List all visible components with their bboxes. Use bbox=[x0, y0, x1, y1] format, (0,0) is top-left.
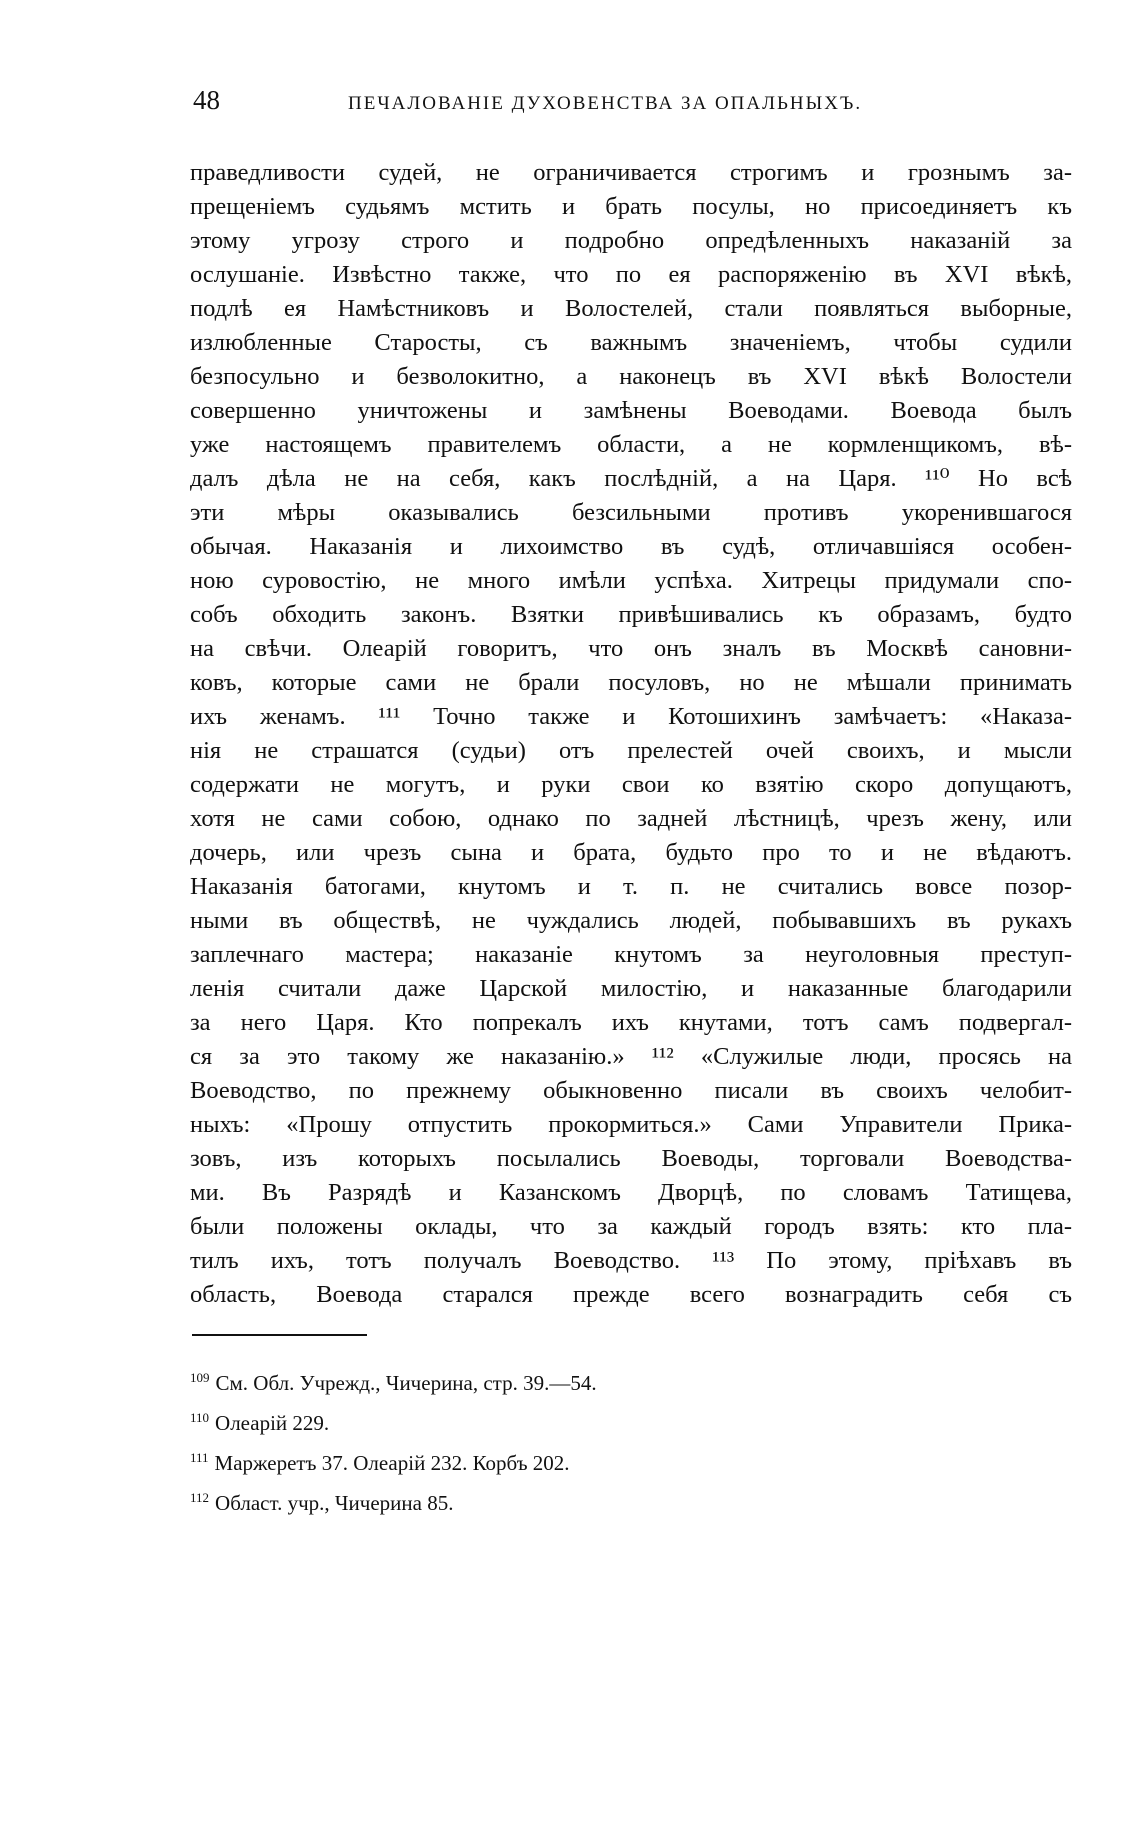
text-line: ся за это такому же наказанію.» ¹¹² «Служилые люди, просясь на bbox=[190, 1043, 1072, 1070]
text-line: заплечнаго мастера; наказаніе кнутомъ за неуголовныя преступ- bbox=[190, 941, 1072, 968]
text-line: ослушаніе. Извѣстно также, что по ея распоряженію въ XVI вѣкѣ, bbox=[190, 261, 1072, 288]
text-line: за него Царя. Кто попрекалъ ихъ кнутами, тотъ самъ подвергал- bbox=[190, 1009, 1072, 1036]
text-line: обычая. Наказанія и лихоимство въ судѣ, отличавшіяся особен- bbox=[190, 533, 1072, 560]
text-line: хотя не сами собою, однако по задней лѣстницѣ, чрезъ жену, или bbox=[190, 805, 1072, 832]
footnote-text: См. Обл. Учрежд., Чичерина, стр. 39.—54. bbox=[215, 1371, 597, 1395]
footnote-mark: 112 bbox=[190, 1490, 210, 1505]
text-line: ными въ обществѣ, не чуждались людей, побывавшихъ въ рукахъ bbox=[190, 907, 1072, 934]
footnotes bbox=[190, 1358, 890, 1518]
text-line: дочерь, или чрезъ сына и брата, будьто про то и не вѣдаютъ. bbox=[190, 839, 1072, 866]
text-line: Наказанія батогами, кнутомъ и т. п. не считались вовсе позор- bbox=[190, 873, 1072, 900]
footnote bbox=[190, 1358, 890, 1398]
footnote bbox=[190, 1398, 890, 1438]
text-line: на свѣчи. Олеарій говоритъ, что онъ зналъ въ Москвѣ сановни- bbox=[190, 635, 1072, 662]
text-line: подлѣ ея Намѣстниковъ и Волостелей, стали появляться выборные, bbox=[190, 295, 1072, 322]
text-line: тилъ ихъ, тотъ получалъ Воеводство. ¹¹³ По этому, пріѣхавъ въ bbox=[190, 1247, 1072, 1274]
running-title: ПЕЧАЛОВАНІЕ ДУХОВЕНСТВА ЗА ОПАЛЬНЫХЪ. bbox=[348, 93, 863, 114]
text-line: ныхъ: «Прошу отпустить прокормиться.» Сами Управители Прика- bbox=[190, 1111, 1072, 1138]
text-line: ихъ женамъ. ¹¹¹ Точно также и Котошихинъ замѣчаетъ: «Наказа- bbox=[190, 703, 1072, 730]
text-line: далъ дѣла не на себя, какъ послѣдній, а на Царя. ¹¹⁰ Но всѣ bbox=[190, 465, 1072, 492]
text-line: праведливости судей, не ограничивается строгимъ и грознымъ за- bbox=[190, 159, 1072, 186]
text-line: область, Воевода старался прежде всего вознаградить себя съ bbox=[190, 1281, 1072, 1308]
text-line: ленія считали даже Царской милостію, и наказанные благодарили bbox=[190, 975, 1072, 1002]
text-line: Воеводство, по прежнему обыкновенно писали въ своихъ челобит- bbox=[190, 1077, 1072, 1104]
text-line: совершенно уничтожены и замѣнены Воеводами. Воевода былъ bbox=[190, 397, 1072, 424]
footnote bbox=[190, 1478, 890, 1518]
footnote-mark: 110 bbox=[190, 1410, 210, 1425]
text-line: излюбленные Старосты, съ важнымъ значеніемъ, чтобы судили bbox=[190, 329, 1072, 356]
text-line: прещеніемъ судьямъ мстить и брать посулы, но присоединяетъ къ bbox=[190, 193, 1072, 220]
page-number: 48 bbox=[193, 85, 220, 115]
text-line: зовъ, изъ которыхъ посылались Воеводы, торговали Воеводства- bbox=[190, 1145, 1072, 1172]
text-line: нія не страшатся (судьи) отъ прелестей очей своихъ, и мысли bbox=[190, 737, 1072, 764]
footnote-mark: 111 bbox=[190, 1450, 209, 1465]
text-line: уже настоящемъ правителемъ области, а не кормленщикомъ, вѣ- bbox=[190, 431, 1072, 458]
text-line: этому угрозу строго и подробно опредѣленныхъ наказаній за bbox=[190, 227, 1072, 254]
text-line: безпосульно и безволокитно, а наконецъ въ XVI вѣкѣ Волостели bbox=[190, 363, 1072, 390]
body-text bbox=[190, 156, 1072, 1312]
text-line: ковъ, которые сами не брали посуловъ, но не мѣшали принимать bbox=[190, 669, 1072, 696]
text-line: ною суровостію, не много имѣли успѣха. Хитрецы придумали спо- bbox=[190, 567, 1072, 594]
footnote-text: Област. учр., Чичерина 85. bbox=[215, 1491, 454, 1515]
text-line: эти мѣры оказывались безсильными противъ укоренившагося bbox=[190, 499, 1072, 526]
text-line: содержати не могутъ, и руки свои ко взятію скоро допущаютъ, bbox=[190, 771, 1072, 798]
footnote-divider bbox=[192, 1334, 367, 1336]
text-line: были положены оклады, что за каждый городъ взять: кто пла- bbox=[190, 1213, 1072, 1240]
text-line: ми. Въ Разрядѣ и Казанскомъ Дворцѣ, по словамъ Татищева, bbox=[190, 1179, 1072, 1206]
footnote-text: Маржеретъ 37. Олеарій 232. Корбъ 202. bbox=[214, 1451, 570, 1475]
footnote bbox=[190, 1438, 890, 1478]
footnote-text: Олеарій 229. bbox=[215, 1411, 330, 1435]
footnote-mark: 109 bbox=[190, 1370, 210, 1385]
text-line: собъ обходить законъ. Взятки привѣшивались къ образамъ, будто bbox=[190, 601, 1072, 628]
